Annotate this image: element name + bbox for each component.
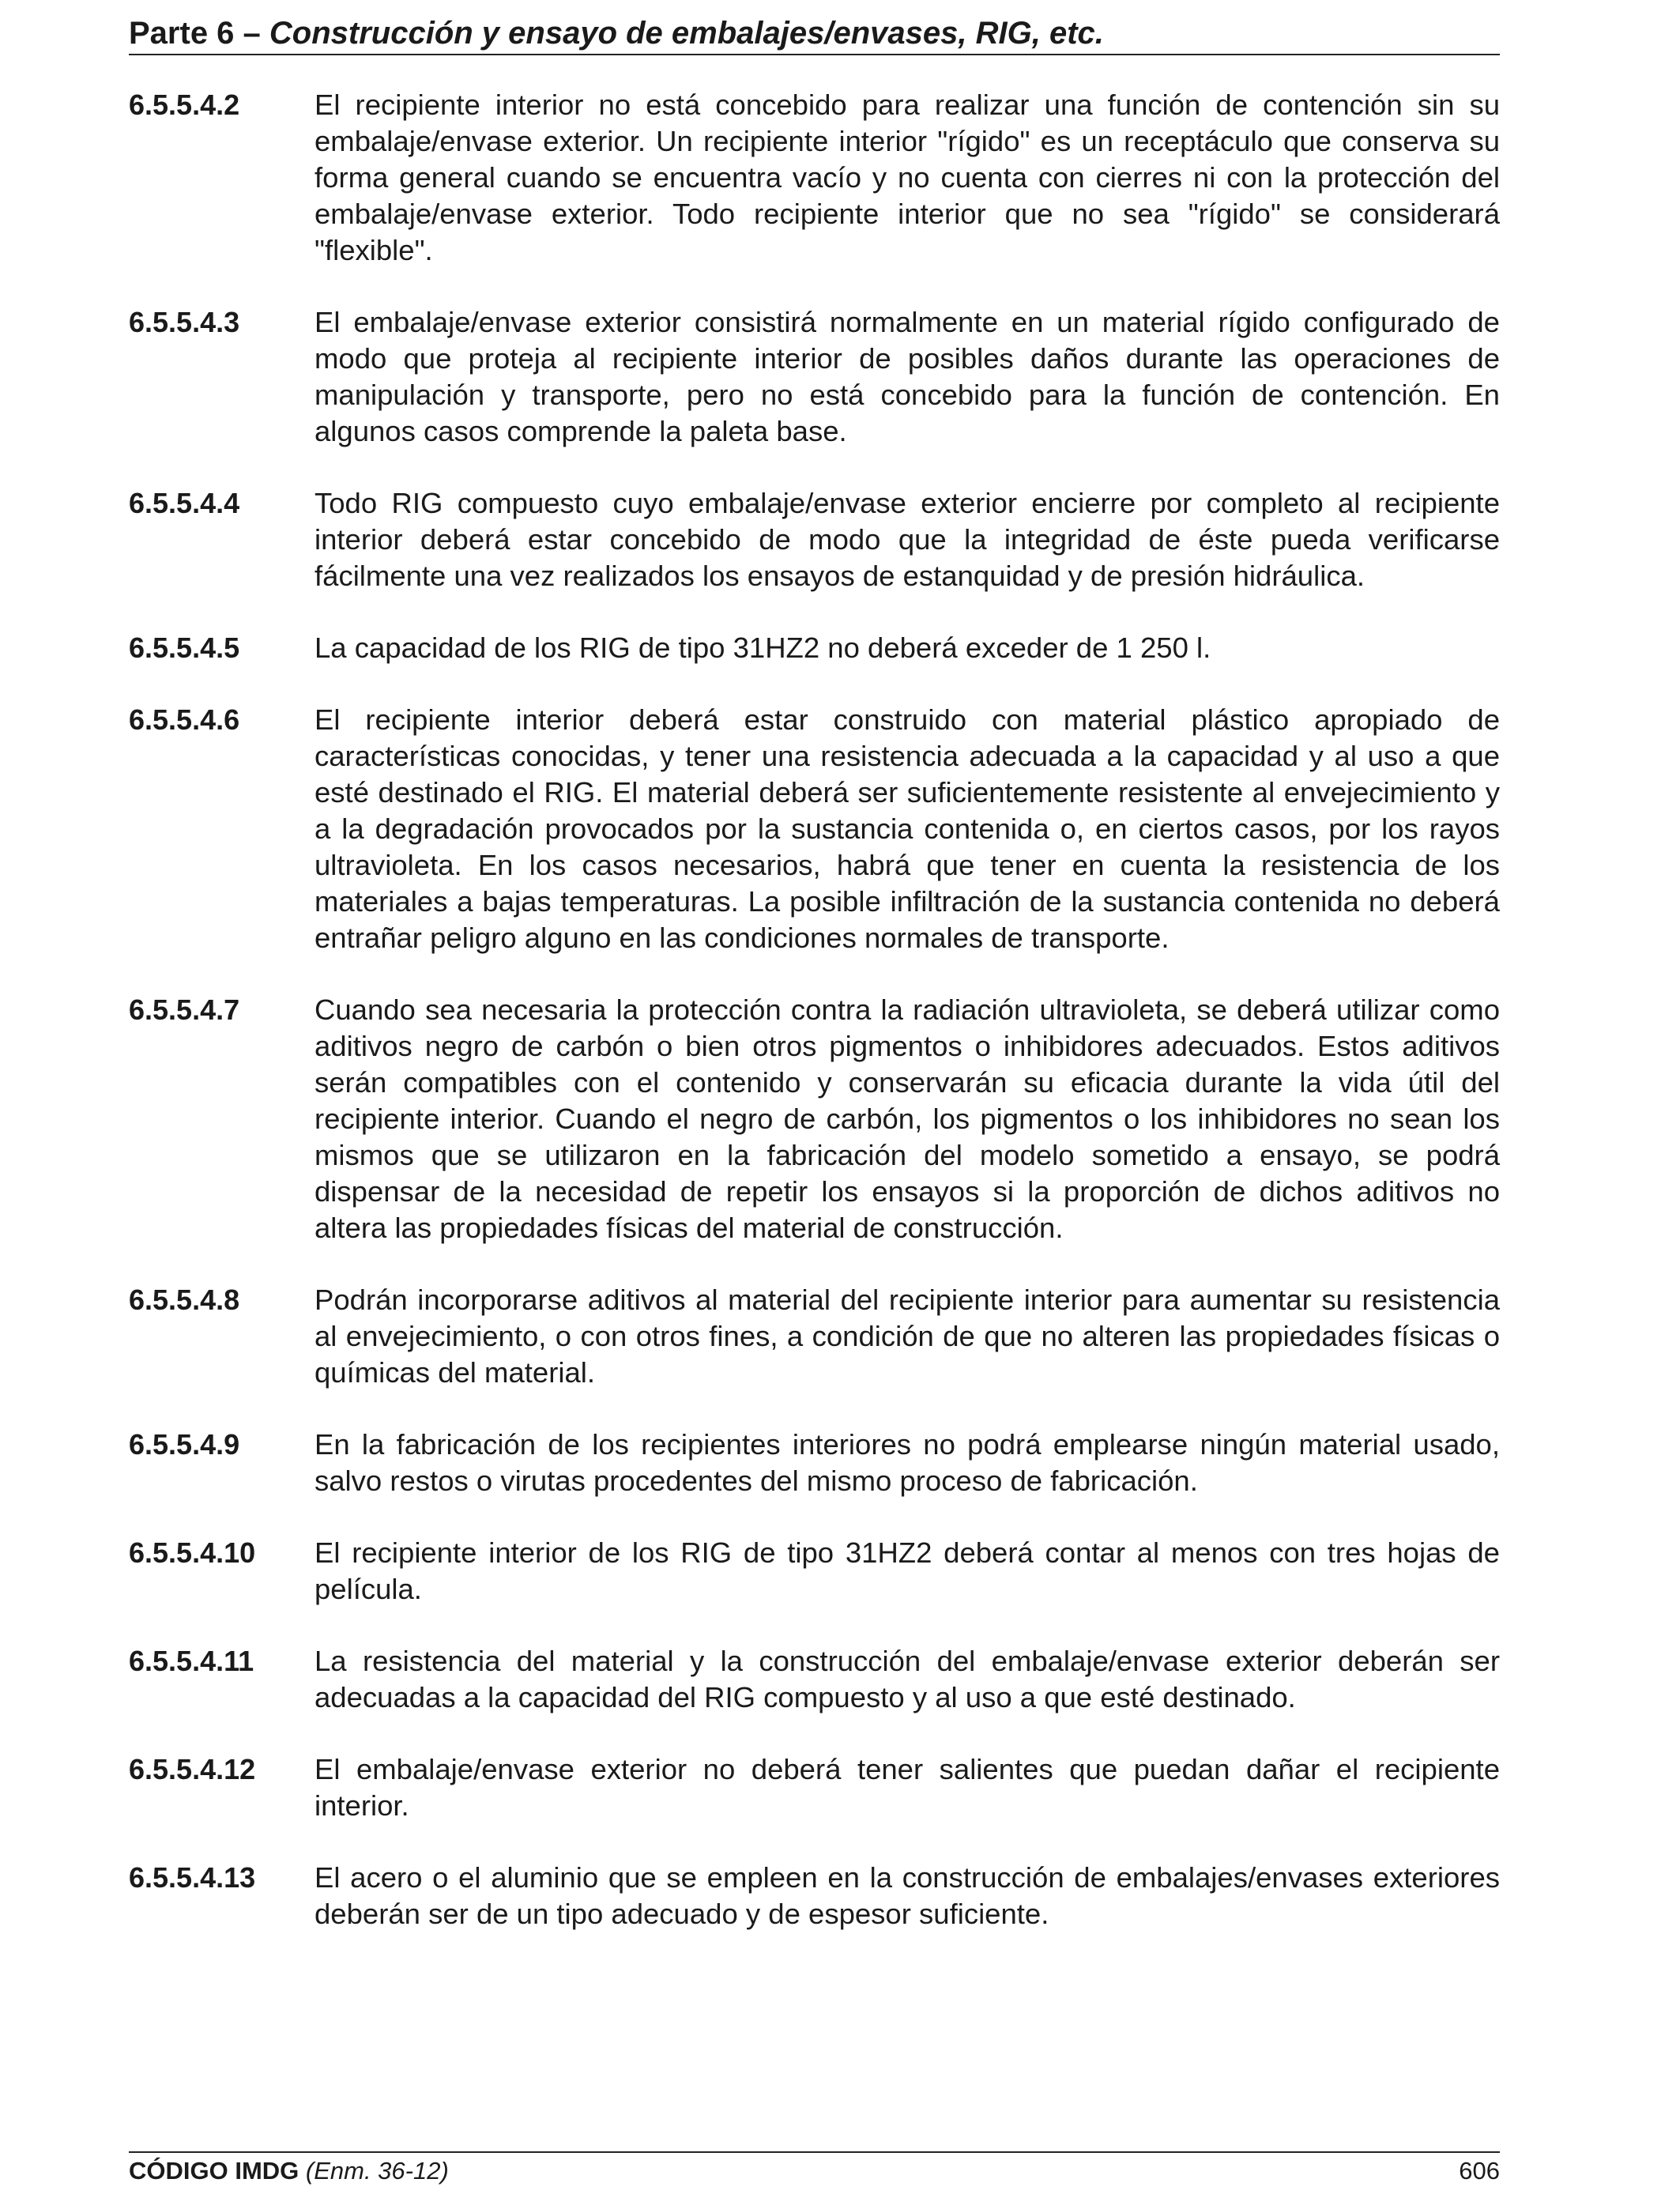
section-number: 6.5.5.4.12 bbox=[129, 1753, 256, 1785]
page-header bbox=[129, 14, 1500, 55]
section-text: En la fabricación de los recipientes interiores no podrá emplearse ningún material usado, salvo restos o virutas procedentes del mismo proceso de fabricación. bbox=[315, 1428, 1500, 1497]
section-text: Cuando sea necesaria la protección contra la radiación ultravioleta, se deberá utilizar como aditivos negro de carbón o bien otros pigmentos o inhibidores adecuados. Estos aditivos serán compatibles con el contenido y conservarán su eficacia durante la vida útil del recipiente interior. Cuando el negro de carbón, los pigmentos o los inhibidores no sean los mismos que se utilizaron en la fabricación del modelo sometido a ensayo, se podrá dispensar de la necesidad de repetir los ensayos si la proporción de dichos aditivos no altera las propiedades físicas del material de construcción. bbox=[315, 993, 1500, 1244]
header-part: Parte 6 – bbox=[129, 16, 269, 51]
section bbox=[129, 485, 1500, 594]
section bbox=[129, 1282, 1500, 1391]
section-number: 6.5.5.4.5 bbox=[129, 631, 240, 664]
section bbox=[129, 702, 1500, 956]
section-number: 6.5.5.4.2 bbox=[129, 89, 240, 121]
page-footer bbox=[129, 2151, 1500, 2188]
section-text: El acero o el aluminio que se empleen en la construcción de embalajes/envases exteriores deberán ser de un tipo adecuado y de espesor suficiente. bbox=[315, 1861, 1500, 1930]
section bbox=[129, 1860, 1500, 1932]
section bbox=[129, 87, 1500, 269]
section-text: El recipiente interior deberá estar construido con material plástico apropiado de características conocidas, y tener una resistencia adecuada a la capacidad y al uso a que esté destinado el RIG. El material deberá ser suficientemente resistente al envejecimiento y a la degradación provocados por la sustancia contenida o, en ciertos casos, por los rayos ultravioleta. En los casos necesarios, habrá que tener en cuenta la resistencia de los materiales a bajas temperaturas. La posible infiltración de la sustancia contenida no deberá entrañar peligro alguno en las condiciones normales de transporte. bbox=[315, 703, 1500, 954]
page-number: 606 bbox=[1459, 2157, 1500, 2185]
section-number: 6.5.5.4.6 bbox=[129, 703, 240, 736]
section bbox=[129, 1535, 1500, 1608]
section-text: El recipiente interior de los RIG de tipo 31HZ2 deberá contar al menos con tres hojas de película. bbox=[315, 1536, 1500, 1605]
header-title bbox=[129, 17, 1104, 49]
section-number: 6.5.5.4.13 bbox=[129, 1861, 256, 1894]
section-number: 6.5.5.4.7 bbox=[129, 993, 240, 1026]
section-number: 6.5.5.4.3 bbox=[129, 306, 240, 338]
section bbox=[129, 992, 1500, 1246]
section-text: Todo RIG compuesto cuyo embalaje/envase exterior encierre por completo al recipiente interior deberá estar concebido de modo que la integridad de éste pueda verificarse fácilmente una vez realizados los ensayos de estanquidad y de presión hidráulica. bbox=[315, 487, 1500, 592]
section-number: 6.5.5.4.11 bbox=[129, 1645, 254, 1677]
section-text: La resistencia del material y la construcción del embalaje/envase exterior deberán ser adecuadas a la capacidad del RIG compuesto y al uso a que esté destinado. bbox=[315, 1645, 1500, 1713]
section-number: 6.5.5.4.8 bbox=[129, 1284, 240, 1316]
header-part-title: Construcción y ensayo de embalajes/envases, RIG, etc. bbox=[269, 16, 1104, 51]
section-text: El embalaje/envase exterior no deberá tener salientes que puedan dañar el recipiente interior. bbox=[315, 1753, 1500, 1822]
footer-code bbox=[129, 2158, 449, 2185]
footer-amendment: (Enm. 36-12) bbox=[299, 2157, 449, 2185]
section-text: El recipiente interior no está concebido para realizar una función de contención sin su embalaje/envase exterior. Un recipiente interior "rígido" es un receptáculo que conserva su forma general cuando se encuentra vacío y no cuenta con cierres ni con la protección del embalaje/envase exterior. Todo recipiente interior que no sea "rígido" se considerará "flexible". bbox=[315, 89, 1500, 266]
section bbox=[129, 1643, 1500, 1716]
section bbox=[129, 1427, 1500, 1499]
section-number: 6.5.5.4.10 bbox=[129, 1536, 256, 1569]
section bbox=[129, 1751, 1500, 1824]
section bbox=[129, 630, 1500, 666]
section-number: 6.5.5.4.9 bbox=[129, 1428, 240, 1461]
section bbox=[129, 304, 1500, 450]
section-text: La capacidad de los RIG de tipo 31HZ2 no deberá exceder de 1 250 l. bbox=[315, 631, 1211, 664]
footer-code-name: CÓDIGO IMDG bbox=[129, 2157, 299, 2185]
section-text: Podrán incorporarse aditivos al material del recipiente interior para aumentar su resistencia al envejecimiento, o con otros fines, a condición de que no alteren las propiedades físicas o químicas del material. bbox=[315, 1284, 1500, 1389]
document-body bbox=[129, 87, 1500, 1968]
section-number: 6.5.5.4.4 bbox=[129, 487, 240, 519]
section-text: El embalaje/envase exterior consistirá normalmente en un material rígido configurado de modo que proteja al recipiente interior de posibles daños durante las operaciones de manipulación y transporte, pero no está concebido para la función de contención. En algunos casos comprende la paleta base. bbox=[315, 306, 1500, 447]
